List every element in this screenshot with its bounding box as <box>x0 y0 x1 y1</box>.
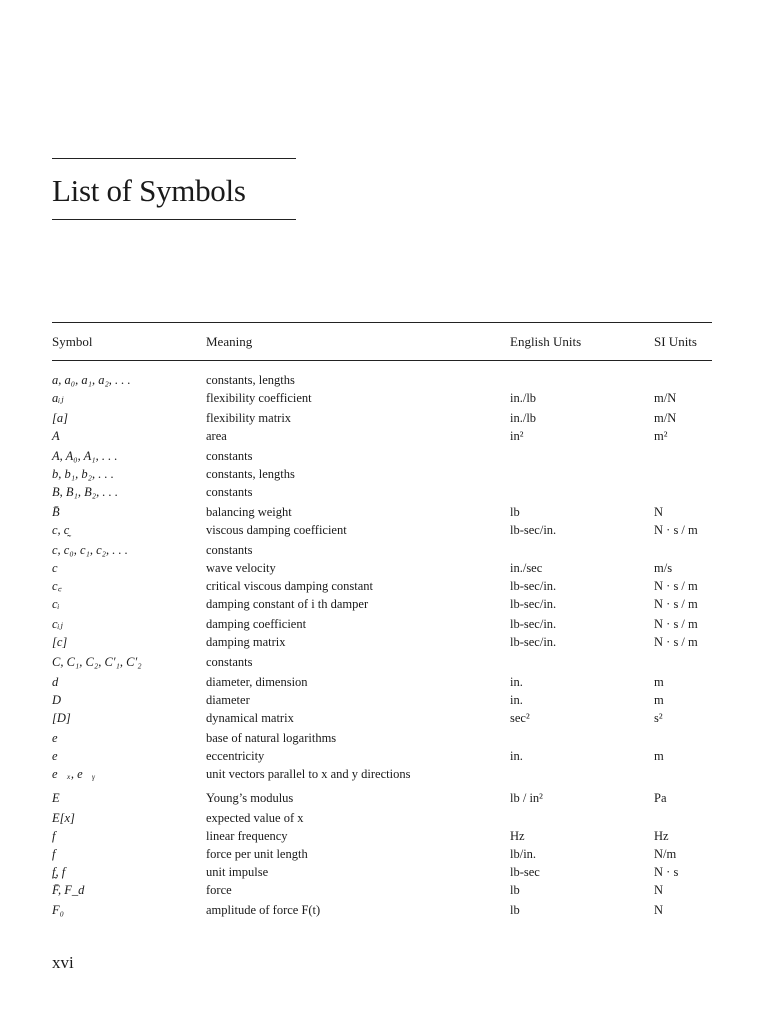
si-units-cell: m/N <box>654 391 677 405</box>
english-units-cell: in. <box>510 749 523 763</box>
table-row <box>0 447 768 465</box>
symbol-cell: f <box>52 829 56 843</box>
header-si-units: SI Units <box>654 334 697 349</box>
title-rule-top <box>52 158 296 159</box>
symbol-cell: D <box>52 693 62 707</box>
meaning-cell: flexibility matrix <box>206 411 292 425</box>
header-english-units: English Units <box>510 334 582 349</box>
meaning-cell: expected value of x <box>206 811 304 825</box>
table-row <box>0 747 768 765</box>
english-units-cell: in./lb <box>510 391 537 405</box>
meaning-cell: viscous damping coefficient <box>206 523 347 537</box>
si-units-cell: N · s / m <box>654 635 698 649</box>
symbol-cell: E <box>52 791 60 805</box>
english-units-cell: Hz <box>510 829 525 843</box>
table-row <box>0 577 768 595</box>
symbol-cell: e <box>52 749 58 763</box>
symbol-cell: A, A₀, A₁, . . . <box>52 449 118 463</box>
english-units-cell: lb-sec/in. <box>510 635 557 649</box>
si-units-cell: N · s / m <box>654 617 698 631</box>
table-row <box>0 371 768 389</box>
table-row <box>0 427 768 445</box>
symbol-cell: c꜀ <box>52 579 62 593</box>
meaning-cell: base of natural logarithms <box>206 731 337 745</box>
meaning-cell: area <box>206 429 227 443</box>
symbol-cell: F̄, F_d <box>52 883 85 897</box>
symbol-cell: C, C₁, C₂, C′₁, C′₂ <box>52 655 142 669</box>
meaning-cell: diameter <box>206 693 250 707</box>
si-units-cell: m <box>654 675 664 689</box>
table-row <box>0 653 768 671</box>
table-row <box>0 483 768 501</box>
table-rule-header <box>52 360 712 361</box>
meaning-cell: damping matrix <box>206 635 286 649</box>
meaning-cell: force per unit length <box>206 847 308 861</box>
symbol-cell: [a] <box>52 411 68 425</box>
table-row <box>0 827 768 845</box>
si-units-cell: N · s / m <box>654 579 698 593</box>
symbol-cell: cᵢⱼ <box>52 617 63 631</box>
meaning-cell: constants, lengths <box>206 373 295 387</box>
table-rule-top <box>52 322 712 323</box>
table-row <box>0 389 768 407</box>
table-row <box>0 863 768 881</box>
symbol-cell: B, B₁, B₂, . . . <box>52 485 118 499</box>
table-row <box>0 845 768 863</box>
table-row <box>0 559 768 577</box>
english-units-cell: lb / in² <box>510 791 543 805</box>
meaning-cell: damping constant of i th damper <box>206 597 369 611</box>
symbol-cell: e <box>52 731 58 745</box>
meaning-cell: amplitude of force F(t) <box>206 903 321 917</box>
table-row <box>0 729 768 747</box>
english-units-cell: lb-sec/in. <box>510 597 557 611</box>
si-units-cell: m <box>654 749 664 763</box>
symbol-cell: aᵢⱼ <box>52 391 64 405</box>
table-row <box>0 809 768 827</box>
si-units-cell: N <box>654 903 664 917</box>
meaning-cell: damping coefficient <box>206 617 307 631</box>
meaning-cell: eccentricity <box>206 749 265 763</box>
meaning-cell: diameter, dimension <box>206 675 308 689</box>
si-units-cell: N · s / m <box>654 523 698 537</box>
table-row <box>0 615 768 633</box>
meaning-cell: constants, lengths <box>206 467 295 481</box>
si-units-cell: Pa <box>654 791 667 805</box>
si-units-cell: s² <box>654 711 663 725</box>
si-units-cell: N <box>654 505 664 519</box>
table-row <box>0 691 768 709</box>
symbol-cell: d <box>52 675 59 689</box>
meaning-cell: critical viscous damping constant <box>206 579 373 593</box>
symbol-cell: f̰, f <box>52 865 66 879</box>
english-units-cell: lb-sec/in. <box>510 617 557 631</box>
meaning-cell: constants <box>206 449 253 463</box>
meaning-cell: constants <box>206 543 253 557</box>
symbol-cell: [D] <box>52 711 71 725</box>
meaning-cell: constants <box>206 485 253 499</box>
symbol-cell: c, c₀, c₁, c₂, . . . <box>52 543 128 557</box>
table-row <box>0 503 768 521</box>
symbol-cell: b, b₁, b₂, . . . <box>52 467 114 481</box>
symbol-cell: a, a₀, a₁, a₂, . . . <box>52 373 131 387</box>
symbol-cell: cᵢ <box>52 597 60 611</box>
si-units-cell: m² <box>654 429 668 443</box>
header-meaning: Meaning <box>206 334 253 349</box>
table-row <box>0 901 768 919</box>
table-row <box>0 633 768 651</box>
symbol-cell: E[x] <box>52 811 75 825</box>
si-units-cell: m/s <box>654 561 673 575</box>
table-row <box>0 881 768 899</box>
english-units-cell: in./lb <box>510 411 537 425</box>
si-units-cell: N · s <box>654 865 679 879</box>
meaning-cell: constants <box>206 655 253 669</box>
table-row <box>0 409 768 427</box>
symbol-cell: A <box>52 429 60 443</box>
meaning-cell: force <box>206 883 232 897</box>
english-units-cell: lb-sec/in. <box>510 579 557 593</box>
table-row <box>0 673 768 691</box>
meaning-cell: linear frequency <box>206 829 288 843</box>
meaning-cell: flexibility coefficient <box>206 391 312 405</box>
english-units-cell: in² <box>510 429 524 443</box>
english-units-cell: lb <box>510 883 520 897</box>
english-units-cell: lb/in. <box>510 847 537 861</box>
si-units-cell: N <box>654 883 664 897</box>
page-number: xvi <box>52 953 74 972</box>
table-row <box>0 709 768 727</box>
english-units-cell: in. <box>510 675 523 689</box>
si-units-cell: N · s / m <box>654 597 698 611</box>
symbol-cell: c, c̰ <box>52 523 70 537</box>
table-row <box>0 521 768 539</box>
english-units-cell: lb-sec <box>510 865 540 879</box>
meaning-cell: wave velocity <box>206 561 276 575</box>
table-row <box>0 541 768 559</box>
si-units-cell: m/N <box>654 411 677 425</box>
meaning-cell: unit vectors parallel to x and y directions <box>206 767 411 781</box>
english-units-cell: in. <box>510 693 523 707</box>
english-units-cell: lb <box>510 903 520 917</box>
meaning-cell: Young’s modulus <box>206 791 294 805</box>
english-units-cell: sec² <box>510 711 530 725</box>
table-row <box>0 595 768 613</box>
si-units-cell: m <box>654 693 664 707</box>
si-units-cell: Hz <box>654 829 669 843</box>
symbol-cell: B̄ <box>52 505 60 519</box>
page-title: List of Symbols <box>52 173 246 208</box>
meaning-cell: balancing weight <box>206 505 292 519</box>
meaning-cell: dynamical matrix <box>206 711 294 725</box>
symbol-cell: c <box>52 561 58 575</box>
meaning-cell: unit impulse <box>206 865 269 879</box>
symbol-cell: e⃗ₓ, e⃗ᵧ <box>52 767 96 781</box>
table-row <box>0 765 768 783</box>
header-symbol: Symbol <box>52 334 93 349</box>
table-row <box>0 465 768 483</box>
english-units-cell: in./sec <box>510 561 543 575</box>
title-rule-bottom <box>52 219 296 220</box>
english-units-cell: lb-sec/in. <box>510 523 557 537</box>
symbol-cell: f <box>52 847 56 861</box>
symbol-cell: [c] <box>52 635 68 649</box>
symbol-cell: F₀ <box>52 903 64 917</box>
si-units-cell: N/m <box>654 847 677 861</box>
english-units-cell: lb <box>510 505 520 519</box>
table-row <box>0 789 768 807</box>
